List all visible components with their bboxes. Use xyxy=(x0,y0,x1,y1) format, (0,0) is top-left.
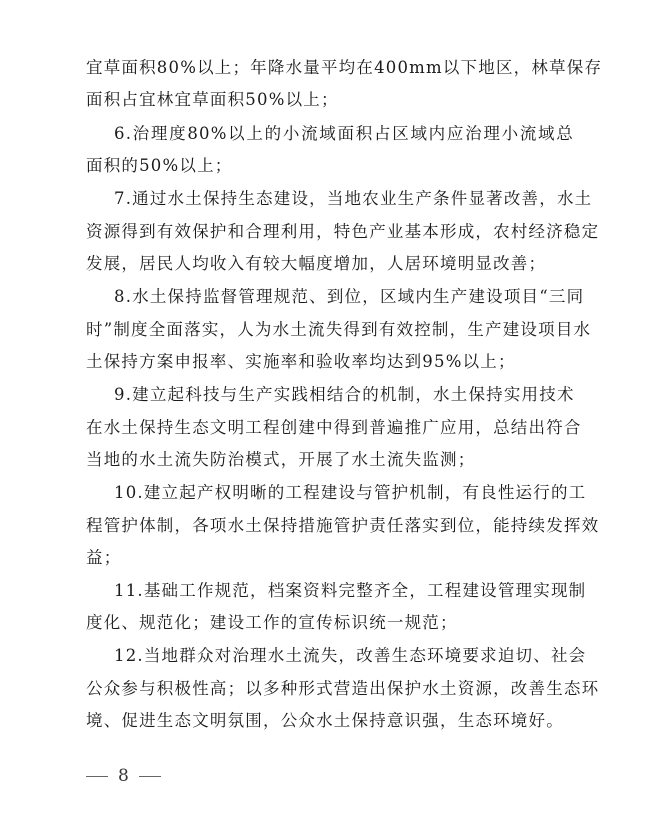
paragraph-line: 面积占宜林宜草面积50%以上； xyxy=(86,90,339,109)
paragraph-line: 度化、规范化；建设工作的宣传标识统一规范； xyxy=(86,613,458,632)
paragraph-line: 发展，居民人均收入有较大幅度增加，人居环境明显改善； xyxy=(86,254,547,273)
paragraph-line: 9.建立起科技与生产实践相结合的机制，水土保持实用技术 xyxy=(114,385,575,404)
paragraph-line: 11.基础工作规范，档案资料完整齐全，工程建设管理实现制 xyxy=(114,581,587,600)
paragraph-line: 10.建立起产权明晰的工程建设与管护机制，有良性运行的工 xyxy=(114,483,587,502)
paragraph-line: 程管护体制，各项水土保持措施管护责任落实到位，能持续发挥效 xyxy=(86,516,600,535)
paragraph-line: 益； xyxy=(86,548,122,567)
paragraph-line: 7.通过水土保持生态建设，当地农业生产条件显著改善，水土 xyxy=(114,189,593,208)
footer-dash-left xyxy=(86,776,108,777)
paragraph-line: 宜草面积80%以上；年降水量平均在400mm以下地区，林草保存 xyxy=(86,58,603,77)
paragraph-line: 在水土保持生态文明工程创建中得到普遍推广应用，总结出符合 xyxy=(86,418,582,437)
paragraph-line: 当地的水土流失防治模式，开展了水土流失监测； xyxy=(86,450,476,469)
paragraph-line: 资源得到有效保护和合理利用，特色产业基本形成，农村经济稳定 xyxy=(86,222,600,241)
paragraph-line: 面积的50%以上； xyxy=(86,156,233,175)
paragraph-line: 6.治理度80%以上的小流域面积占区域内应治理小流域总 xyxy=(114,124,574,143)
paragraph-line: 土保持方案申报率、实施率和验收率均达到95%以上； xyxy=(86,352,516,371)
page-footer xyxy=(86,766,161,786)
paragraph-line: 时”制度全面落实，人为水土流失得到有效控制，生产建设项目水 xyxy=(86,320,592,339)
page-number: 8 xyxy=(118,766,129,786)
paragraph-line: 12.当地群众对治理水土流失，改善生态环境要求迫切、社会 xyxy=(114,646,587,665)
paragraph-line: 8.水土保持监督管理规范、到位，区域内生产建设项目“三同 xyxy=(114,287,585,306)
paragraph-line: 境、促进生态文明氛围，公众水土保持意识强，生态环境好。 xyxy=(86,711,564,730)
footer-dash-right xyxy=(139,776,161,777)
paragraph-line: 公众参与积极性高；以多种形式营造出保护水土资源，改善生态环 xyxy=(86,679,600,698)
